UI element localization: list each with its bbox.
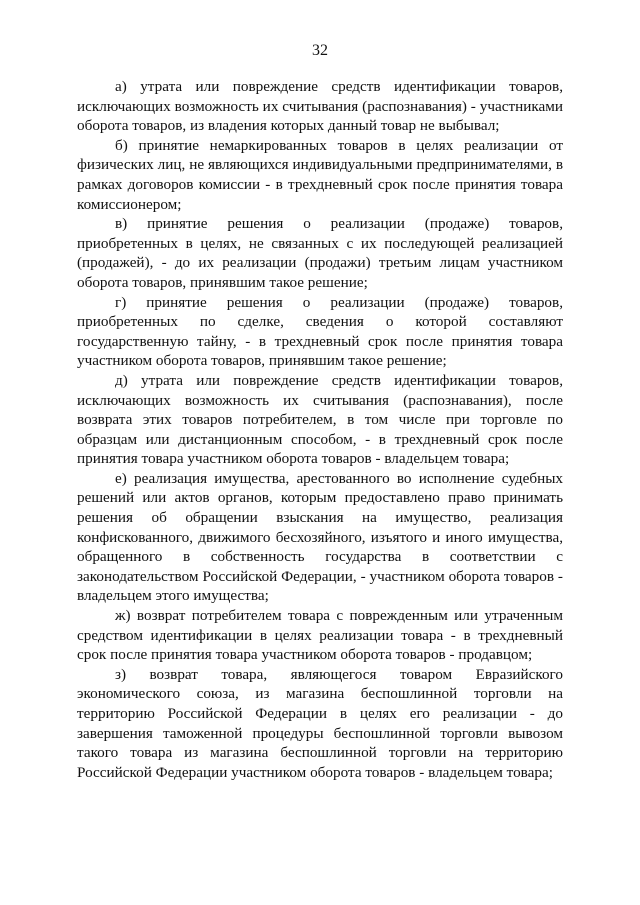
paragraph-b: б) принятие немаркированных товаров в целях реализации от физических лиц, не являющихся индивидуальными предпринимателями, в рамках договоров комиссии - в трехдневный срок после принятия товара комиссионером; — [77, 136, 563, 213]
paragraph-e: е) реализация имущества, арестованного во исполнение судебных решений или актов органов, которым предоставлено право принимать решения об обращении взыскания на имущество, реализация конфискованного, движимого бесхозяйного, изъятого и иного имущества, обращенного в собственность государства в соответствии с законодательством Российской Федерации, - участником оборота товаров - владельцем этого имущества; — [77, 469, 563, 605]
paragraph-v: в) принятие решения о реализации (продаже) товаров, приобретенных в целях, не связанных с их последующей реализацией (продажей), - до их реализации (продажи) третьим лицам участником оборота товаров, принявшим такое решение; — [77, 215, 563, 291]
page-number: 32 — [312, 42, 328, 59]
paragraph-zh: ж) возврат потребителем товара с поврежденным или утраченным средством идентификации в целях реализации товара - в трехдневный срок после принятия товара участником оборота товаров - продавцом; — [77, 607, 563, 664]
paragraph-a: а) утрата или повреждение средств идентификации товаров, исключающих возможность их считывания (распознавания) - участниками оборота товаров, из владения которых данный товар не выбывал; — [77, 78, 563, 135]
paragraph-z: з) возврат товара, являющегося товаром Евразийского экономического союза, из магазина беспошлинной торговли на территорию Российской Федерации в целях его реализации - до завершения таможенной процедуры беспошлинной торговли вывозом такого товара из магазина беспошлинной торговли на территорию Российской Федерации участником оборота товаров - владельцем товара; — [77, 665, 563, 781]
paragraph-d: д) утрата или повреждение средств идентификации товаров, исключающих возможность их считывания (распознавания), после возврата этих товаров потребителем, в том числе при торговле по образцам или дистанционным способом, - в трехдневный срок после принятия товара участником оборота товаров - владельцем товара; — [77, 371, 563, 468]
document-body — [77, 77, 563, 782]
paragraph-g: г) принятие решения о реализации (продаже) товаров, приобретенных по сделке, сведения о которой составляют государственную тайну, - в трехдневный срок после принятия товара участником оборота товаров, принявшим такое решение; — [77, 293, 563, 370]
